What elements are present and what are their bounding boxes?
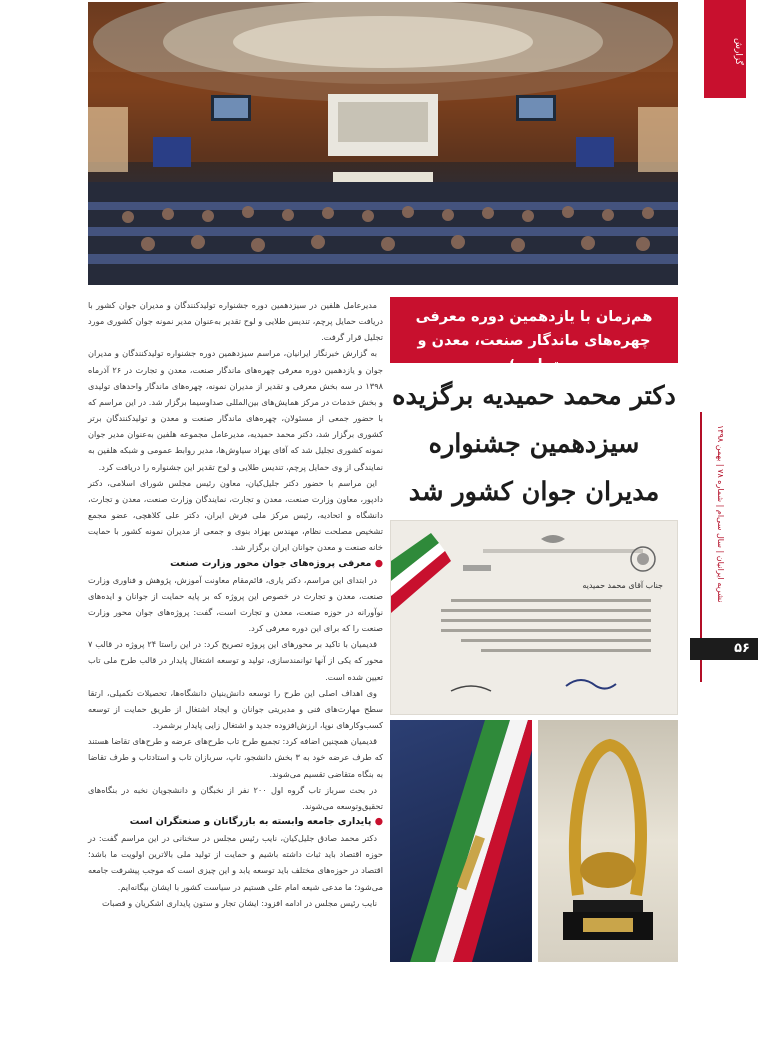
page-number: ۵۶ — [690, 638, 758, 660]
bullet-icon: ● — [371, 816, 383, 827]
certificate-recipient: جناب آقای محمد حمیدیه — [582, 581, 663, 590]
article-body — [88, 297, 383, 967]
lead-line-1: هم‌زمان با یازدهمین دوره معرفی — [415, 309, 653, 325]
paragraph: در ابتدای این مراسم، دکتر یاری، قائم‌مقام معاونت آموزش، پژوهش و فناوری وزارت صنعت، معدن و تجارت در خصوص این پروژه که بر پایه حمایت از جوانان و ایده‌های نوآورانه در حوزه صنعت، معدن و تجارت است، گفت: پروژه‌های جوان محور وزارت صنعت را که برای این دوره معرفی کرد. — [88, 574, 383, 634]
subheading-text: معرفی پروژه‌های جوان محور وزارت صنعت — [170, 557, 372, 569]
paragraph: به گزارش خبرنگار ایرانیان، مراسم سیزدهمین دوره جشنواره تولیدکنندگان و مدیران جوان و یازدهمین دوره معرفی چهره‌های ماندگار صنعت، معدن و تجارت در ۲۶ آذرماه ۱۳۹۸ در سه بخش معرفی و تقدیر از مدیران نمونه، چهره‌های ماندگار واحدهای تولیدی و بخش خدمات در مرکز همایش‌های بین‌المللی صداوسیما برگزار شد. در این مراسم که با حضور جمعی از مسئولان، چهره‌های ماندگار صنعت و معدن و تولیدکنندگان برتر کشوری برگزار شد، دکتر محمد حمیدیه، مدیرعامل مجموعه هلفین به‌عنوان مدیر جوان نمونه کشوری تجلیل شد که آقای بهزاد سیاوش‌ها، مدیر روابط عمومی و شبکه هلفین به نمایندگی از وی حمایل پرچم، تندیس طلایی و لوح تقدیر این جشنواره را دریافت کرد. — [88, 348, 383, 472]
flag-sash-photo — [390, 720, 532, 962]
headline-line-3: مدیران جوان کشور شد — [408, 477, 660, 507]
subheading — [88, 556, 383, 572]
conference-hall-photo — [88, 2, 678, 285]
subheading — [88, 814, 383, 830]
headline — [390, 372, 678, 516]
golden-trophy-photo — [538, 720, 678, 962]
issue-info: نشریه ایرانیان | سال سی‌ام | شماره ۷۸ | بهمن ۱۳۹۸ — [716, 425, 725, 603]
paragraph: دکتر محمد صادق جلیل‌کیان، نایب رئیس مجلس در سخنانی در این مراسم گفت: در حوزه اقتصاد باید ثبات داشته باشیم و حمایت از تولید ملی بالاترین اولویت ما باشد؛ اقتصاد در حوزه‌های مختلف باید توسعه یابد و این چیزی است که موجب پیشرفت جامعه می‌شود؛ ما مدعی شیعه امام علی هستیم در سیاست کشور با ایشان بیگانه‌ایم. — [88, 833, 383, 892]
paragraph: این مراسم با حضور دکتر جلیل‌کیان، معاون رئیس مجلس شورای اسلامی، دکتر دادپور، معاون وزارت صنعت، معدن و تجارت، نمایندگان وزارت صنعت، معدن و تجارت، دانشگاه و اتحادیه، رئیس مرکز ملی فرش ایران، دکتر علی کلاهچی، عضو مجمع تشخیص مصلحت نظام، مهندس بهزاد بنوی و جمعی از مدیران نمونه کشور با حمایت خانه صنعت و معدن جوانان ایران برگزار شد. — [88, 477, 383, 553]
paragraph: قدیمیان همچنین اضافه کرد: تجمیع طرح تاب طرح‌های عرضه و طرح‌های تقاضا هستند که طرف عرضه خود به ۳ بخش دانشجو، تاپ، سربازان تاب و استادتاب و طرف تقاضا به بنگاه متقاضی تقسیم می‌شوند. — [88, 736, 383, 779]
certificate-image — [390, 520, 678, 715]
paragraph: نایب رئیس مجلس در ادامه افزود: ایشان تجار و ستون پایداری اشکریان و قصبات — [101, 897, 377, 908]
paragraph: در بحث سرباز تاب گروه اول ۲۰۰ نفر از نخبگان و دانشجویان نخبه در بنگاه‌های تحقیق‌وتوسعه می‌شوند. — [88, 784, 383, 811]
paragraph: وی اهداف اصلی این طرح را توسعه دانش‌بنیان دانشگاه‌ها، تحصیلات تکمیلی، ارتقا سطح مهارت‌های فنی و مدیریتی جوانان و ایجاد اشتغال از طریق حمایت از توسعه کسب‌وکارهای نوپا، ارزش‌افزوده جدید و اشتغال زایی پایدار برشمرد. — [88, 687, 383, 731]
lead-line-2: چهره‌های ماندگار صنعت، معدن و تجارت؛ — [417, 333, 651, 373]
lead-box — [390, 297, 678, 373]
subheading-text: پایداری جامعه وابسته به بازرگانان و صنعتگران است — [129, 816, 372, 827]
headline-line-2: سیزدهمین جشنواره — [428, 429, 640, 459]
bullet-icon: ● — [371, 557, 383, 569]
paragraph: مدیرعامل هلفین در سیزدهمین دوره جشنواره تولیدکنندگان و مدیران جوان کشور با دریافت حمایل پرچم، تندیس طلایی و لوح تقدیر به‌عنوان مدیر نمونه جوان کشوری مورد تجلیل قرار گرفت. — [88, 300, 383, 343]
headline-line-1: دکتر محمد حمیدیه برگزیده — [392, 381, 676, 411]
paragraph: قدیمیان با تاکید بر محورهای این پروژه تصریح کرد: در این راستا ۲۴ پروژه در قالب ۷ محور که یکی از آنها توانمندسازی، تولید و توسعه اشتغال پایدار در قالب طرح ملی تاب تعیین شده است. — [88, 639, 383, 682]
section-tab-label: گزارش — [733, 38, 743, 66]
